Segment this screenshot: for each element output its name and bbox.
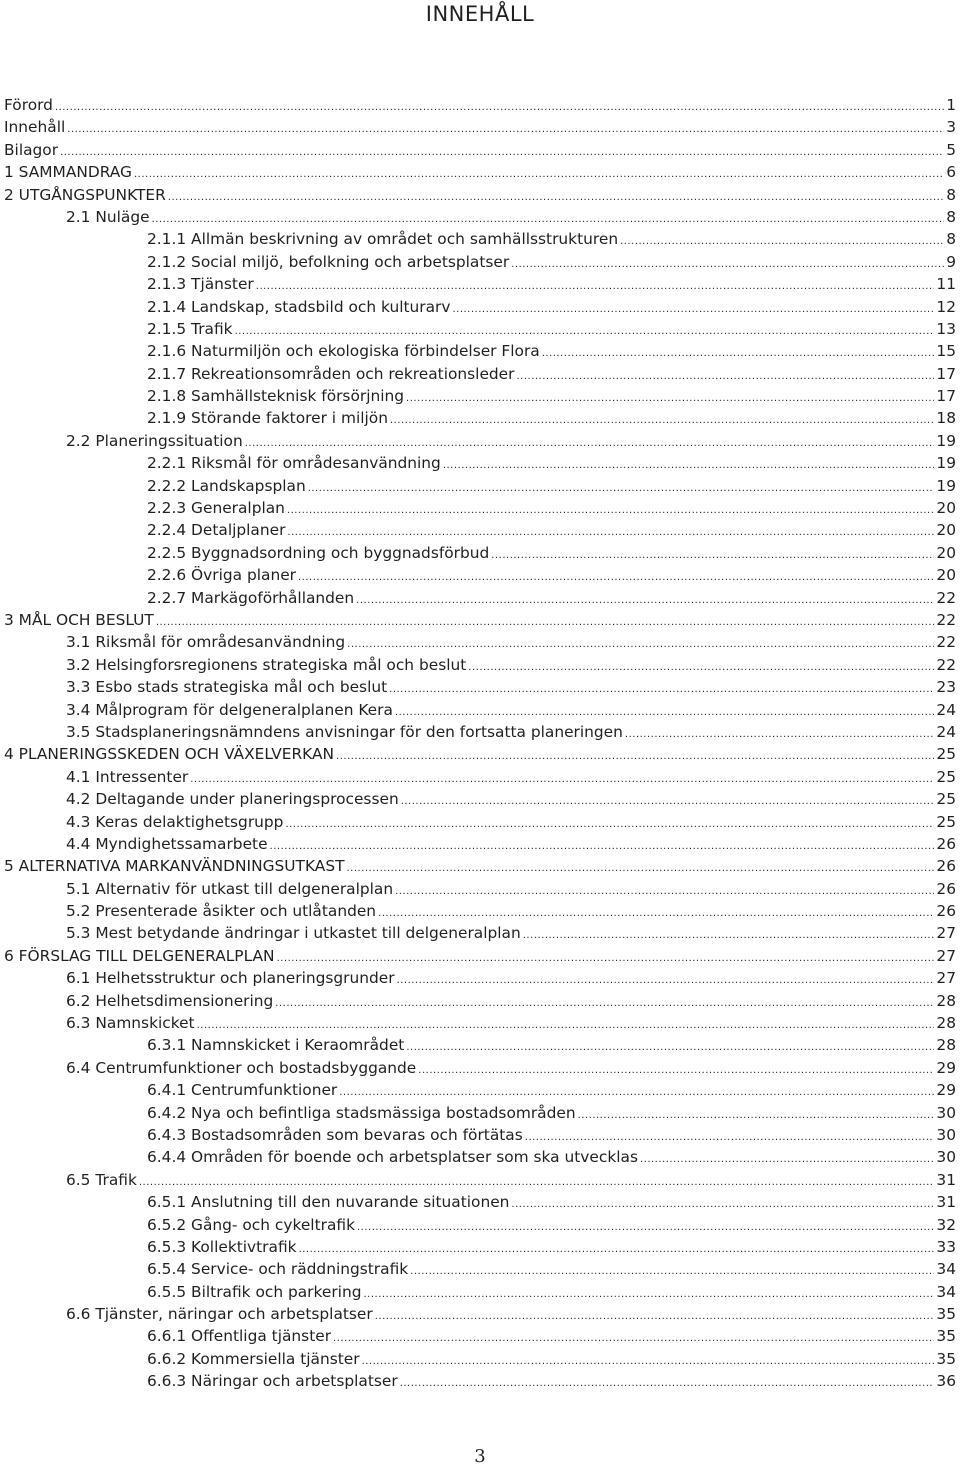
toc-entry-page: 31	[936, 1170, 956, 1189]
toc-entry-label: 5.3 Mest betydande ändringar i utkastet till delgeneralplan	[66, 924, 521, 943]
toc-entry-page: 33	[936, 1237, 956, 1256]
toc-entry-page: 25	[936, 790, 956, 809]
toc-entry-page: 6	[946, 163, 956, 182]
toc-entry-page: 25	[936, 745, 956, 764]
toc-entry-page: 8	[946, 230, 956, 249]
toc-entry-label: 4.2 Deltagande under planeringsprocessen	[66, 790, 399, 809]
toc-entry-label: 3.1 Riksmål för områdesanvändning	[66, 633, 346, 652]
toc-entry[interactable]	[0, 922, 960, 944]
toc-entry[interactable]	[0, 1303, 960, 1325]
toc-entry-page: 25	[936, 767, 956, 786]
toc-entry[interactable]	[0, 1258, 960, 1280]
toc-entry-label: 6.5.5 Biltrafik och parkering	[147, 1282, 362, 1301]
toc-entry-page: 24	[936, 700, 956, 719]
toc-entry-label: 6.5.2 Gång- och cykeltrafik	[147, 1215, 355, 1234]
toc-entry[interactable]	[0, 878, 960, 900]
toc-entry-label: 6.5.3 Kollektivtrafik	[147, 1237, 297, 1256]
toc-entry-label: 6.3.1 Namnskicket i Keraområdet	[147, 1036, 405, 1055]
toc-entry-label: 6.5.1 Anslutning till den nuvarande situationen	[147, 1193, 510, 1212]
toc-entry-label: 2.1.5 Trafik	[147, 319, 233, 338]
toc-entry-page: 30	[936, 1103, 956, 1122]
toc-entry-label: 5.1 Alternativ för utkast till delgeneralplan	[66, 879, 394, 898]
toc-entry[interactable]	[0, 654, 960, 676]
toc-entry-label: 4.3 Keras delaktighetsgrupp	[66, 812, 284, 831]
toc-entry-label: 2.1.3 Tjänster	[147, 275, 254, 294]
toc-entry-page: 8	[946, 185, 956, 204]
toc-entry[interactable]	[0, 967, 960, 989]
toc-entry[interactable]	[0, 340, 960, 362]
toc-entry-page: 28	[936, 1036, 956, 1055]
toc-entry-label: 6.4.2 Nya och befintliga stadsmässiga bostadsområden	[147, 1103, 576, 1122]
toc-entry[interactable]	[0, 161, 960, 183]
toc-entry[interactable]	[0, 609, 960, 631]
toc-entry[interactable]	[0, 430, 960, 452]
toc-entry-page: 35	[936, 1349, 956, 1368]
toc-entry-page: 35	[936, 1327, 956, 1346]
toc-entry-page: 25	[936, 812, 956, 831]
toc-entry-page: 11	[936, 275, 956, 294]
toc-entry-label: 2.2.1 Riksmål för områdesanvändning	[147, 454, 441, 473]
toc-entry[interactable]	[0, 407, 960, 429]
toc-entry-page: 9	[946, 252, 956, 271]
toc-entry-page: 31	[936, 1193, 956, 1212]
dot-leader	[400, 1373, 935, 1395]
toc-entry[interactable]	[0, 855, 960, 877]
toc-entry-label: 6.4 Centrumfunktioner och bostadsbyggande	[66, 1058, 417, 1077]
toc-entry-label: 2.1.7 Rekreationsområden och rekreationsleder	[147, 364, 515, 383]
toc-entry-label: 3.5 Stadsplaneringsnämndens anvisningar för den fortsatta planeringen	[66, 722, 623, 741]
toc-entry[interactable]	[0, 564, 960, 586]
toc-entry-page: 32	[936, 1215, 956, 1234]
toc-entry-page: 30	[936, 1125, 956, 1144]
toc-entry[interactable]	[0, 1102, 960, 1124]
toc-entry[interactable]	[0, 519, 960, 541]
toc-entry-label: 5 ALTERNATIVA MARKANVÄNDNINGSUTKAST	[4, 857, 345, 876]
toc-entry-page: 28	[936, 1014, 956, 1033]
toc-entry[interactable]	[0, 1169, 960, 1191]
toc-entry[interactable]	[0, 1214, 960, 1236]
toc-entry-page: 19	[936, 431, 956, 450]
toc-entry-label: Bilagor	[4, 140, 59, 159]
toc-entry[interactable]	[0, 699, 960, 721]
toc-entry-page: 20	[936, 521, 956, 540]
toc-entry-label: Förord	[4, 96, 53, 114]
toc-entry-label: 6.5 Trafik	[66, 1170, 137, 1189]
toc-entry-page: 26	[936, 879, 956, 898]
toc-entry-label: 2.2.6 Övriga planer	[147, 566, 296, 585]
toc-entry-page: 20	[936, 566, 956, 585]
toc-entry[interactable]	[0, 1034, 960, 1056]
toc-entry-label: 6.5.4 Service- och räddningstrafik	[147, 1260, 409, 1279]
toc-entry-label: 2.1.4 Landskap, stadsbild och kulturarv	[147, 297, 451, 316]
toc-entry[interactable]	[0, 206, 960, 228]
toc-entry-page: 27	[936, 946, 956, 965]
toc-entry-label: Innehåll	[4, 118, 66, 137]
toc-entry-label: 6.6.1 Offentliga tjänster	[147, 1327, 332, 1346]
toc-entry-page: 36	[936, 1372, 956, 1391]
toc-entry-page: 5	[946, 140, 956, 159]
toc-entry-label: 2.1 Nuläge	[66, 207, 150, 226]
toc-entry[interactable]	[0, 139, 960, 161]
toc-entry-label: 4.4 Myndighetssamarbete	[66, 834, 268, 853]
toc-entry[interactable]	[0, 676, 960, 698]
page-title: INNEHÅLL	[425, 2, 535, 26]
toc-entry-page: 26	[936, 834, 956, 853]
toc-entry-page: 29	[936, 1058, 956, 1077]
toc-entry-label: 2.2.5 Byggnadsordning och byggnadsförbud	[147, 543, 490, 562]
toc-entry-label: 4.1 Intressenter	[66, 767, 189, 786]
toc-entry-page: 35	[936, 1305, 956, 1324]
toc-entry-page: 30	[936, 1148, 956, 1167]
toc-entry-label: 6.6.2 Kommersiella tjänster	[147, 1349, 360, 1368]
toc-entry[interactable]	[0, 184, 960, 206]
toc-entry[interactable]	[0, 116, 960, 138]
toc-entry-page: 34	[936, 1282, 956, 1301]
page-number: 3	[474, 1446, 486, 1467]
toc-entry-page: 23	[936, 678, 956, 697]
toc-entry-label: 6.6.3 Näringar och arbetsplatser	[147, 1372, 398, 1391]
toc-entry[interactable]	[0, 363, 960, 385]
toc-entry-page: 17	[936, 387, 956, 406]
toc-entry-page: 26	[936, 857, 956, 876]
toc-entry-page: 22	[936, 633, 956, 652]
toc-entry-page: 28	[936, 991, 956, 1010]
toc-entry-label: 6.1 Helhetsstruktur och planeringsgrunder	[66, 969, 395, 988]
toc-entry-page: 1	[946, 96, 956, 114]
toc-entry[interactable]	[0, 1281, 960, 1303]
toc-entry-label: 6.3 Namnskicket	[66, 1014, 195, 1033]
toc-entry[interactable]	[0, 385, 960, 407]
toc-entry-page: 20	[936, 499, 956, 518]
toc-entry-label: 2.1.8 Samhällsteknisk försörjning	[147, 387, 405, 406]
toc-entry-page: 13	[936, 319, 956, 338]
table-of-contents	[0, 94, 960, 1393]
toc-entry-label: 6.4.1 Centrumfunktioner	[147, 1081, 338, 1100]
toc-entry-label: 2.1.1 Allmän beskrivning av området och samhällsstrukturen	[147, 230, 619, 249]
toc-entry-label: 2.2.3 Generalplan	[147, 499, 285, 518]
toc-entry[interactable]	[0, 1079, 960, 1101]
toc-entry-label: 2.2 Planeringssituation	[66, 431, 243, 450]
toc-entry[interactable]	[0, 1057, 960, 1079]
toc-entry[interactable]	[0, 1124, 960, 1146]
toc-entry[interactable]	[0, 788, 960, 810]
toc-entry-label: 2.2.7 Markägoförhållanden	[147, 588, 355, 607]
toc-entry[interactable]	[0, 273, 960, 295]
toc-entry[interactable]	[0, 94, 960, 116]
toc-entry-page: 19	[936, 476, 956, 495]
toc-entry[interactable]	[0, 990, 960, 1012]
toc-entry-page: 22	[936, 588, 956, 607]
toc-entry-label: 6.4.3 Bostadsområden som bevaras och förtätas	[147, 1125, 523, 1144]
toc-entry-label: 4 PLANERINGSSKEDEN OCH VÄXELVERKAN	[4, 745, 335, 764]
toc-entry-page: 20	[936, 543, 956, 562]
toc-entry-page: 17	[936, 364, 956, 383]
toc-entry[interactable]	[0, 587, 960, 609]
toc-entry-page: 29	[936, 1081, 956, 1100]
toc-entry[interactable]	[0, 296, 960, 318]
toc-entry-label: 2.1.9 Störande faktorer i miljön	[147, 409, 388, 428]
toc-entry-label: 3.4 Målprogram för delgeneralplanen Kera	[66, 700, 393, 719]
toc-entry-page: 27	[936, 924, 956, 943]
toc-entry[interactable]	[0, 631, 960, 653]
toc-entry-label: 3.2 Helsingforsregionens strategiska mål och beslut	[66, 655, 467, 674]
toc-entry-label: 6.2 Helhetsdimensionering	[66, 991, 274, 1010]
toc-entry-page: 19	[936, 454, 956, 473]
toc-entry[interactable]	[0, 743, 960, 765]
toc-entry[interactable]	[0, 497, 960, 519]
toc-entry-page: 22	[936, 610, 956, 629]
toc-entry-label: 3.3 Esbo stads strategiska mål och beslut	[66, 678, 388, 697]
toc-entry-label: 6.4.4 Områden för boende och arbetsplatser som ska utvecklas	[147, 1148, 638, 1167]
toc-entry[interactable]	[0, 721, 960, 743]
toc-entry-page: 8	[946, 207, 956, 226]
toc-entry[interactable]	[0, 318, 960, 340]
toc-entry-page: 12	[936, 297, 956, 316]
toc-entry-label: 2.2.2 Landskapsplan	[147, 476, 306, 495]
toc-entry[interactable]	[0, 1191, 960, 1213]
toc-entry[interactable]	[0, 452, 960, 474]
toc-entry[interactable]	[0, 1348, 960, 1370]
toc-entry[interactable]	[0, 811, 960, 833]
toc-entry-label: 2 UTGÅNGSPUNKTER	[4, 185, 166, 204]
toc-entry-page: 26	[936, 902, 956, 921]
toc-entry[interactable]	[0, 1012, 960, 1034]
toc-entry[interactable]	[0, 766, 960, 788]
toc-entry[interactable]	[0, 1236, 960, 1258]
toc-entry-label: 1 SAMMANDRAG	[4, 163, 132, 182]
toc-entry-label: 2.2.4 Detaljplaner	[147, 521, 286, 540]
toc-entry-page: 24	[936, 722, 956, 741]
toc-entry[interactable]	[0, 542, 960, 564]
toc-entry[interactable]	[0, 900, 960, 922]
toc-entry[interactable]	[0, 1325, 960, 1347]
toc-entry-label: 6 FÖRSLAG TILL DELGENERALPLAN	[4, 946, 275, 965]
toc-entry[interactable]	[0, 228, 960, 250]
toc-entry-page: 34	[936, 1260, 956, 1279]
toc-entry-page: 18	[936, 409, 956, 428]
toc-entry[interactable]	[0, 475, 960, 497]
toc-entry-label: 2.1.2 Social miljö, befolkning och arbetsplatser	[147, 252, 510, 271]
toc-entry-page: 15	[936, 342, 956, 361]
toc-entry-label: 3 MÅL OCH BESLUT	[4, 610, 154, 629]
toc-entry[interactable]	[0, 1146, 960, 1168]
toc-entry-page: 22	[936, 655, 956, 674]
toc-entry-label: 6.6 Tjänster, näringar och arbetsplatser	[66, 1305, 373, 1324]
toc-entry[interactable]	[0, 1370, 960, 1392]
toc-entry[interactable]	[0, 251, 960, 273]
toc-entry-page: 3	[946, 118, 956, 137]
toc-entry[interactable]	[0, 945, 960, 967]
toc-entry-label: 5.2 Presenterade åsikter och utlåtanden	[66, 902, 377, 921]
toc-entry[interactable]	[0, 833, 960, 855]
toc-entry-label: 2.1.6 Naturmiljön och ekologiska förbindelser Flora	[147, 342, 540, 361]
toc-entry-page: 27	[936, 969, 956, 988]
